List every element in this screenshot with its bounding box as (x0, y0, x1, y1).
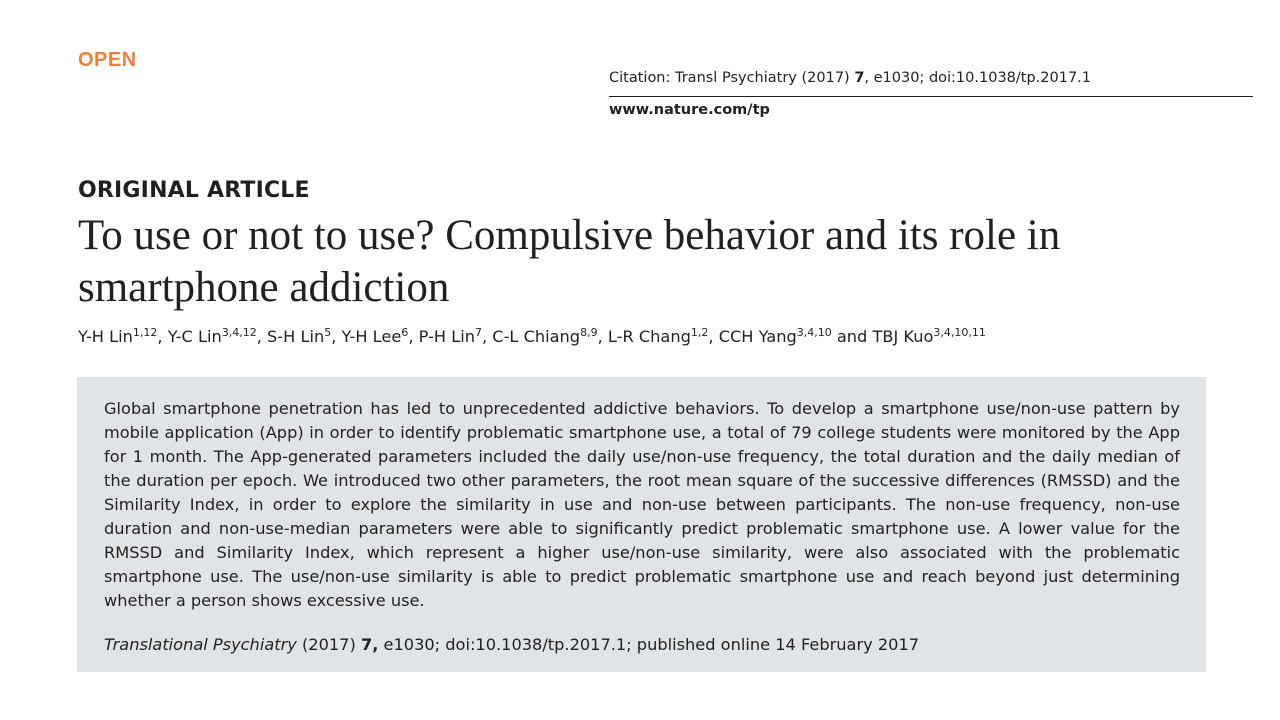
author-affiliation: 3,4,10,11 (933, 326, 986, 339)
abstract-journal-name: Translational Psychiatry (104, 635, 297, 654)
author-separator: , (481, 327, 493, 346)
author-separator: , (708, 327, 719, 346)
abstract-citation-year: (2017) (296, 635, 361, 654)
author-separator: , (157, 327, 168, 346)
author-affiliation: 8,9 (580, 326, 598, 339)
article-title: To use or not to use? Compulsive behavior and its role in smartphone addiction (78, 212, 1061, 311)
author-separator: , (331, 327, 342, 346)
author-list (78, 327, 986, 346)
author-name: P-H Lin (418, 327, 475, 346)
author-affiliation: 1,12 (132, 326, 158, 339)
author-affiliation: 7 (474, 326, 482, 339)
header-rule (609, 96, 1253, 97)
author-name: Y-C Lin (167, 327, 222, 346)
abstract-citation-volume: 7, (360, 635, 379, 654)
author-affiliation: 3,4,12 (221, 326, 257, 339)
abstract-box (77, 377, 1206, 672)
author-name: C-L Chiang (492, 327, 581, 346)
author-separator: , (597, 327, 608, 346)
author-affiliation: 1,2 (690, 326, 709, 339)
author-separator: , (408, 327, 419, 346)
abstract-text: Global smartphone penetration has led to unprecedented addictive behaviors. To develop a smartphone use/non-use pattern by mobile application (App) in order to identify problematic smartphone use, a total of 79 college students were monitored by the App for 1 month. The App-generated parameters included the daily use/non-use frequency, the total duration and the daily median of the duration per epoch. We introduced two other parameters, the root mean square of the successive differences (RMSSD) and the Similarity Index, in order to explore the similarity in use and non-use between participants. The non-use frequency, non-use duration and non-use-median parameters were able to significantly predict problematic smartphone use. A lower value for the RMSSD and Similarity Index, which represent a higher use/non-use similarity, were also associated with the problematic smartphone use. The use/non-use similarity is able to predict problematic smartphone use and reach beyond just determining whether a person shows excessive use. (104, 399, 1180, 610)
journal-url-link[interactable]: www.nature.com/tp (609, 102, 770, 118)
abstract-citation (104, 635, 919, 654)
author-affiliation: 3,4,10 (796, 326, 832, 339)
abstract-citation-rest: e1030; doi:10.1038/tp.2017.1; published online 14 February 2017 (378, 635, 920, 654)
author-name: TBJ Kuo (872, 327, 934, 346)
author-name: Y-H Lin (78, 327, 133, 346)
author-separator: , (256, 327, 268, 346)
article-type-label: ORIGINAL ARTICLE (78, 178, 310, 203)
author-separator: and (831, 327, 873, 346)
author-name: Y-H Lee (341, 327, 402, 346)
citation-suffix: , e1030; doi:10.1038/tp.2017.1 (864, 70, 1092, 86)
author-affiliation: 6 (401, 326, 409, 339)
citation-prefix: Citation: Transl Psychiatry (2017) (609, 70, 855, 86)
open-access-badge: OPEN (78, 49, 137, 71)
author-name: L-R Chang (607, 327, 691, 346)
author-name: CCH Yang (718, 327, 797, 346)
author-affiliation: 5 (324, 326, 332, 339)
citation-volume: 7 (854, 70, 865, 86)
header-citation (609, 70, 1091, 86)
author-name: S-H Lin (267, 327, 325, 346)
